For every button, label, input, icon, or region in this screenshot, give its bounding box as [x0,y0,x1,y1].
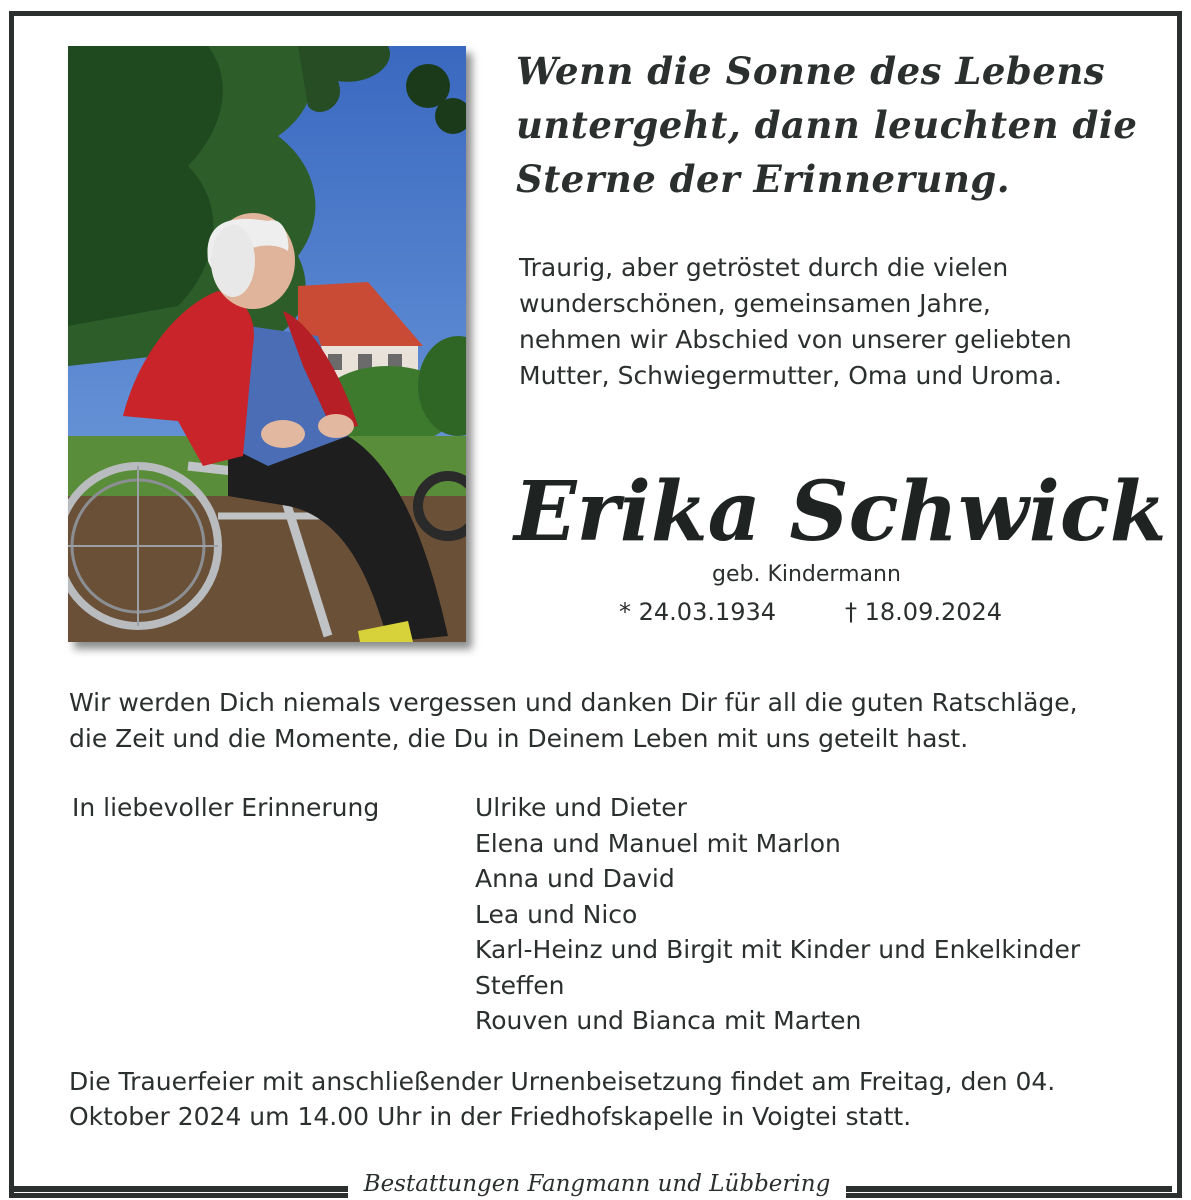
family-list [475,790,1080,1039]
motto-quote [516,44,1136,206]
birth-date: * 24.03.1934 [619,598,777,626]
death-date: † 18.09.2024 [845,598,1003,626]
family-member: Steffen [475,970,565,1000]
memory-label: In liebevoller Erinnerung [72,793,380,822]
thanks-line: die Zeit und die Momente, die Du in Deinem Leben mit uns geteilt hast. [69,724,969,753]
motto-line: untergeht, dann leuchten die [516,103,1138,147]
portrait-illustration [68,46,466,642]
funeral-line: Die Trauerfeier mit anschließender Urnenbeisetzung findet am Freitag, den 04. [69,1067,1056,1096]
family-member: Rouven und Bianca mit Marten [475,1006,862,1035]
family-member: Ulrike und Dieter [475,793,687,822]
family-member: Elena und Manuel mit Marlon [475,828,841,858]
thanks-line: Wir werden Dich niemals vergessen und danken Dir für all die guten Ratschläge, [69,688,1078,717]
thanks-text [69,685,1149,757]
intro-line: Traurig, aber getröstet durch die vielen [519,253,1009,282]
footer-rule-left [14,1186,348,1192]
intro-line: Mutter, Schwiegermutter, Oma und Uroma. [519,361,1062,390]
intro-line: nehmen wir Abschied von unserer geliebten [519,325,1072,354]
portrait-photo [68,46,466,642]
intro-text [519,250,1159,394]
motto-line: Wenn die Sonne des Lebens [516,49,1106,93]
funeral-info [69,1064,1149,1134]
funeral-home: Bestattungen Fangmann und Lübbering [348,1168,846,1200]
deceased-name: Erika Schwick [514,464,1167,560]
family-member: Lea und Nico [475,899,638,929]
maiden-name: geb. Kindermann [712,562,901,587]
motto-line: Sterne der Erinnerung. [516,157,1011,201]
footer-rule-right [846,1186,1172,1192]
family-member: Anna und David [475,864,675,893]
family-member: Karl-Heinz und Birgit mit Kinder und Enkelkinder [475,935,1081,964]
funeral-line: Oktober 2024 um 14.00 Uhr in der Friedhofskapelle in Voigtei statt. [69,1102,912,1131]
intro-line: wunderschönen, gemeinsamen Jahre, [519,289,991,318]
